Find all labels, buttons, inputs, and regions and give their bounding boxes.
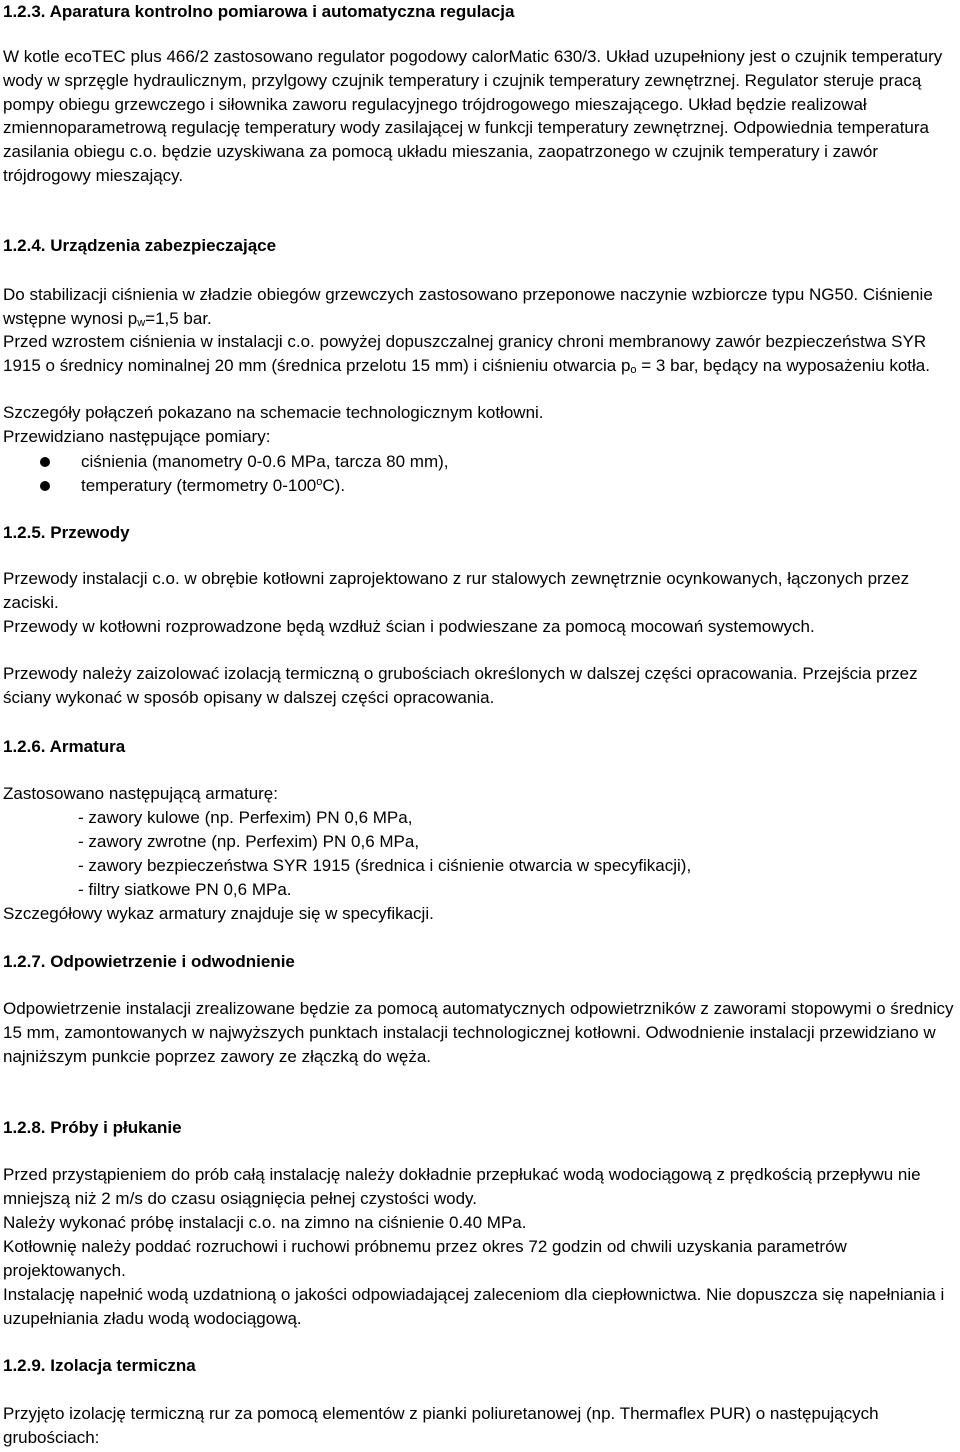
list-item: ciśnienia (manometry 0-0.6 MPa, tarcza 80 mm), xyxy=(3,450,960,474)
section-1-2-5-heading: 1.2.5. Przewody xyxy=(3,523,130,542)
section-1-2-5-paragraph-1: Przewody instalacji c.o. w obrębie kotłowni zaprojektowano z rur stalowych zewnętrznie ocynkowanych, łączonych przez zaciski. xyxy=(3,569,910,612)
section-1-2-8-paragraph-1: Przed przystąpieniem do prób całą instalację należy dokładnie przepłukać wodą wodociągową z prędkością przepływu nie mniejszą niż 2 m/s do czasu osiągnięcia pełnej czystości wody. xyxy=(3,1165,921,1208)
section-1-2-9-paragraph: Przyjęto izolację termiczną rur za pomocą elementów z pianki poliuretanowej (np. Thermaflex PUR) o następujących grubościach: xyxy=(3,1404,879,1447)
section-1-2-6-outro: Szczegółowy wykaz armatury znajduje się w specyfikacji. xyxy=(3,904,434,923)
section-1-2-5-paragraph-3: Przewody należy zaizolować izolacją termiczną o grubościach określonych w dalszej części opracowania. Przejścia przez ściany wykonać w sposób opisany w dalszej części opracowania. xyxy=(3,664,918,707)
section-1-2-4-expansion-vessel-text: Do stabilizacji ciśnienia w zładzie obiegów grzewczych zastosowano przeponowe naczynie wzbiorcze typu NG50. Ciśnienie wstępne wynosi $p_w=1,5$ bar. xyxy=(3,285,933,329)
list-item: - zawory kulowe (np. Perfexim) PN 0,6 MPa, xyxy=(78,808,413,827)
section-1-2-3-paragraph: W kotle ecoTEC plus 466/2 zastosowano regulator pogodowy calorMatic 630/3. Układ uzupełniony jest o czujnik temperatury wody w sprzęgle hydraulicznym, przylgowy czujnik temperatury i czujnik temperatury zewnętrznej. Regulator steruje pracą pompy obiegu grzewczego i siłownika zaworu regulacyjnego trójdrogowego mieszającego. Układ będzie realizował zmiennoparametrową regulację temperatury wody zasilającej w funkcji temperatury zewnętrznej. Odpowiednia temperatura zasilania obiegu c.o. będzie uzyskiwana za pomocą układu mieszania, zaopatrzonego w czujnik temperatury i zawór trójdrogowy mieszający. xyxy=(3,47,943,185)
section-1-2-8-heading: 1.2.8. Próby i płukanie xyxy=(3,1118,182,1137)
section-1-2-6-intro: Zastosowano następującą armaturę: xyxy=(3,784,278,803)
section-1-2-8-paragraph-4: Instalację napełnić wodą uzdatnioną o jakości odpowiadającej zaleceniom dla ciepłownictwa. Nie dopuszcza się napełniania i uzupełniania zładu wodą wodociągową. xyxy=(3,1285,945,1328)
section-1-2-4-safety-valve-text: Przed wzrostem ciśnienia w instalacji c.o. powyżej dopuszczalnej granicy chroni membranowy zawór bezpieczeństwa SYR 1915 o średnicy nominalnej 20 mm (średnica przelotu 15 mm) i ciśnieniu otwarcia $p_o = 3$ bar, będący na wyposażeniu kotła. xyxy=(3,332,930,376)
section-1-2-7-heading: 1.2.7. Odpowietrzenie i odwodnienie xyxy=(3,952,295,971)
section-1-2-4-schema-note: Szczegóły połączeń pokazano na schemacie technologicznym kotłowni. xyxy=(3,403,544,422)
section-1-2-9-heading: 1.2.9. Izolacja termiczna xyxy=(3,1356,196,1375)
section-1-2-6-heading: 1.2.6. Armatura xyxy=(3,737,126,756)
section-1-2-4-measurements-intro: Przewidziano następujące pomiary: xyxy=(3,427,271,446)
bullet-icon xyxy=(40,457,50,467)
list-item: - filtry siatkowe PN 0,6 MPa. xyxy=(78,880,292,899)
bullet-icon xyxy=(40,481,50,491)
measurements-bullet-list xyxy=(3,450,960,498)
section-1-2-8-paragraph-3: Kotłownię należy poddać rozruchowi i ruchowi próbnemu przez okres 72 godzin od chwili uzyskania parametrów projektowanych. xyxy=(3,1237,847,1280)
list-item: - zawory zwrotne (np. Perfexim) PN 0,6 MPa, xyxy=(78,832,420,851)
section-1-2-8-paragraph-2: Należy wykonać próbę instalacji c.o. na zimno na ciśnienie 0.40 MPa. xyxy=(3,1213,527,1232)
list-item: - zawory bezpieczeństwa SYR 1915 (średnica i ciśnienie otwarcia w specyfikacji), xyxy=(78,856,692,875)
section-1-2-3-heading: 1.2.3. Aparatura kontrolno pomiarowa i automatyczna regulacja xyxy=(3,2,515,21)
section-1-2-7-paragraph: Odpowietrzenie instalacji zrealizowane będzie za pomocą automatycznych odpowietrzników z zaworami stopowymi o średnicy 15 mm, zamontowanych w najwyższych punktach instalacji technologicznej kotłowni. Odwodnienie instalacji przewidziano w najniższym punkcie poprzez zawory ze złączką do węża. xyxy=(3,999,954,1066)
list-item: temperatury (termometry 0-100$^o$C). xyxy=(3,474,960,498)
section-1-2-4-heading: 1.2.4. Urządzenia zabezpieczające xyxy=(3,236,277,255)
section-1-2-5-paragraph-2: Przewody w kotłowni rozprowadzone będą wzdłuż ścian i podwieszane za pomocą mocowań systemowych. xyxy=(3,617,815,636)
fittings-list xyxy=(3,806,960,902)
